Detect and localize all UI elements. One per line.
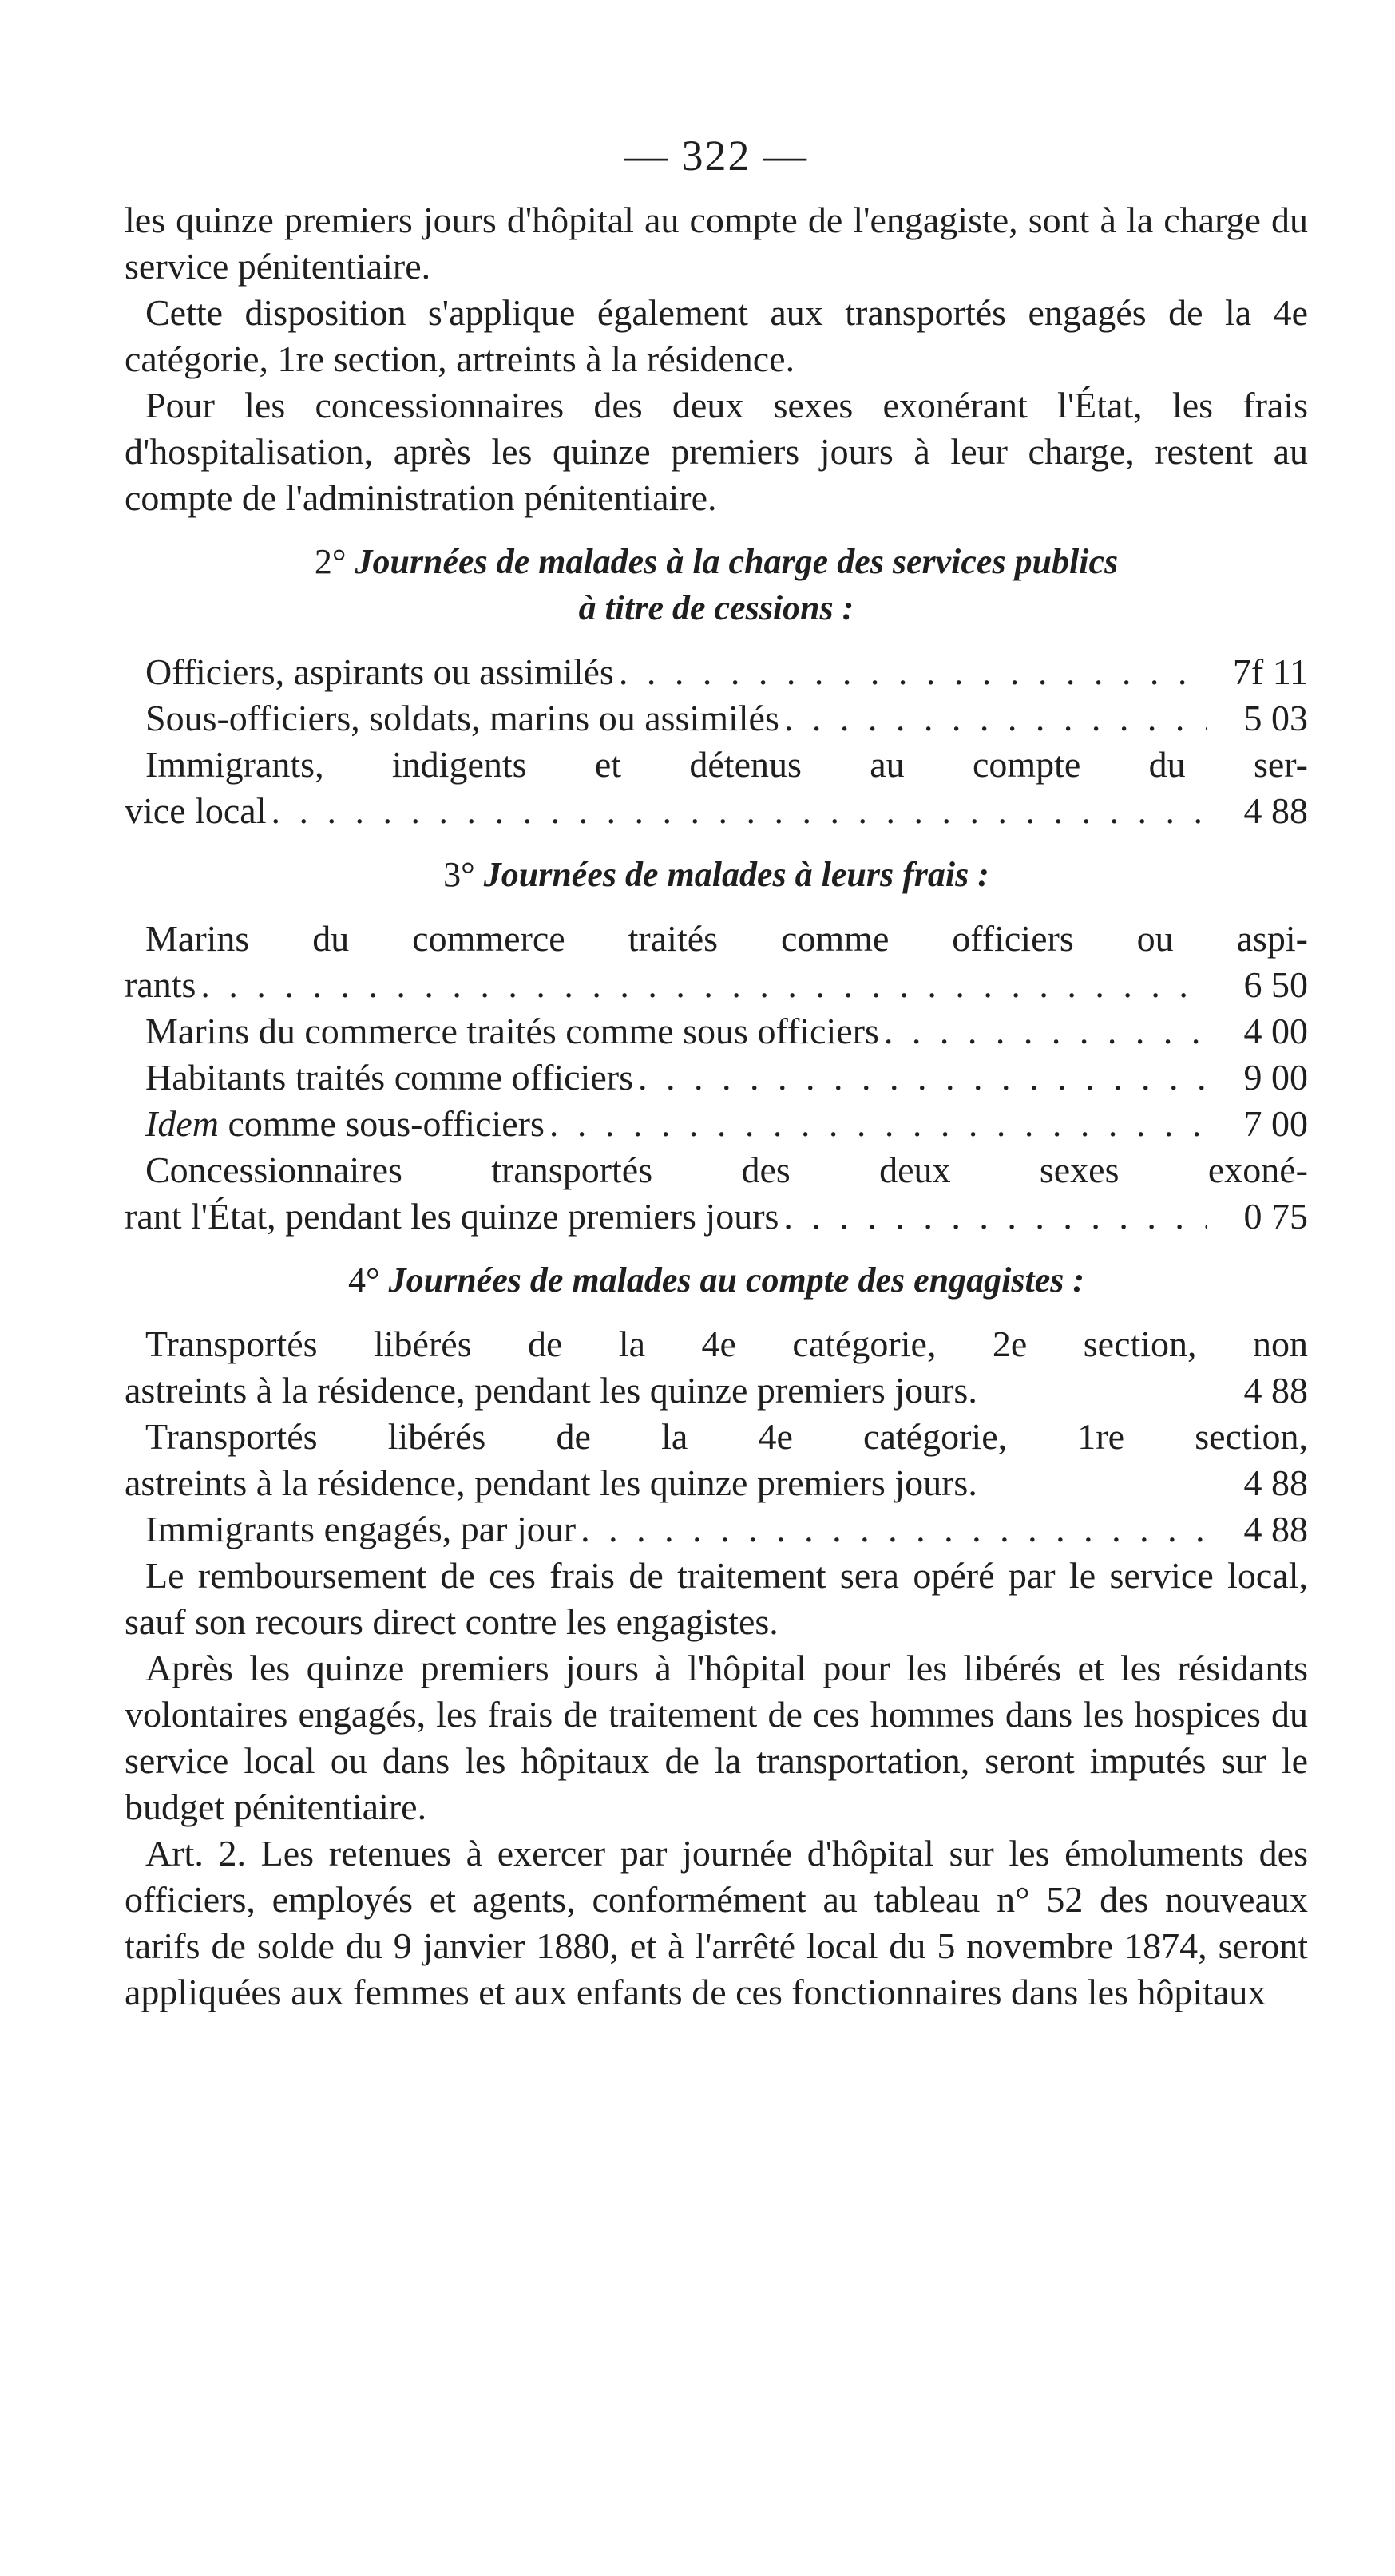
- section-2-entry-1: [125, 649, 1308, 695]
- intro-paragraph-3: Pour les concessionnaires des deux sexes exonérant l'État, les frais d'hospitalisation, après les quinze premiers jours à leur charge, restent au compte de l'administration pénitentiaire.: [125, 385, 1308, 518]
- entry-label-line1: Concessionnaires transportés des deux sexes exoné-: [145, 1150, 1308, 1190]
- section-2-entry-2: [125, 695, 1308, 742]
- section-3-heading: [125, 852, 1308, 898]
- entry-value: 5 03: [1243, 698, 1308, 738]
- entry-label-line2: rant l'État, pendant les quinze premiers jours: [125, 1196, 779, 1237]
- entry-label-line2: vice local: [125, 790, 267, 831]
- entry-label-line1: Immigrants, indigents et détenus au compte du ser-: [145, 744, 1308, 785]
- section-3-entry-1: [125, 916, 1308, 1008]
- closing-paragraph-3: Art. 2. Les retenues à exercer par journée d'hôpital sur les émoluments des officiers, employés et agents, conformément au tableau n° 52 des nouveaux tarifs de solde du 9 janvier 1880, et à l'arrêté local du 5 novembre 1874, seront appliquées aux femmes et aux enfants de ces fonctionnaires dans les hôpitaux: [125, 1833, 1308, 2012]
- section-2-heading: [125, 539, 1308, 631]
- entry-value: 4 00: [1243, 1011, 1308, 1051]
- entry-label-line2: rants: [125, 964, 196, 1005]
- intro-paragraph-1: les quinze premiers jours d'hôpital au compte de l'engagiste, sont à la charge du service pénitentiaire.: [125, 200, 1308, 287]
- entry-label: Habitants traités comme officiers: [145, 1057, 634, 1098]
- entry-label-line1: Transportés libérés de la 4e catégorie, 2e section, non: [145, 1324, 1308, 1364]
- entry-value: 6 50: [1243, 964, 1308, 1005]
- entry-value: 7 00: [1243, 1103, 1308, 1144]
- section-2-number: 2°: [314, 542, 347, 581]
- entry-value: 0 75: [1243, 1196, 1308, 1237]
- section-3-entry-5: [125, 1147, 1308, 1240]
- section-4-heading: [125, 1257, 1308, 1304]
- entry-value: 9 00: [1243, 1057, 1308, 1098]
- leader-dots: [619, 649, 1207, 695]
- section-3-entry-2: [125, 1008, 1308, 1055]
- entry-label: Marins du commerce traités comme sous officiers: [145, 1011, 879, 1051]
- entry-label-line2: astreints à la résidence, pendant les quinze premiers jours.: [125, 1370, 977, 1411]
- section-4-entry-3: [125, 1506, 1308, 1553]
- entry-value: 4 88: [1243, 1509, 1308, 1549]
- entry-value: 4 88: [1243, 1462, 1308, 1503]
- entry-label-italic: Idem: [145, 1103, 219, 1144]
- entry-label-rest: comme sous-officiers: [218, 1103, 545, 1144]
- leader-dots: [783, 1193, 1207, 1240]
- leader-dots: [784, 695, 1207, 742]
- entry-label: [145, 1101, 545, 1147]
- leader-dots: [638, 1055, 1207, 1101]
- leader-dots: [549, 1101, 1207, 1147]
- section-3-entry-3: [125, 1055, 1308, 1101]
- entry-value: 4 88: [1243, 1370, 1308, 1411]
- entry-label: Immigrants engagés, par jour: [145, 1509, 577, 1549]
- section-4-title: Journées de malades au compte des engagistes :: [388, 1260, 1084, 1300]
- entry-label-line1: Transportés libérés de la 4e catégorie, 1re section,: [145, 1416, 1308, 1457]
- page-number: — 322 —: [624, 132, 808, 180]
- entry-label-line1: Marins du commerce traités comme officiers ou aspi-: [145, 918, 1308, 959]
- entry-value: 4 88: [1243, 790, 1308, 831]
- intro-paragraph-2: Cette disposition s'applique également aux transportés engagés de la 4e catégorie, 1re section, artreints à la résidence.: [125, 292, 1308, 379]
- entry-label-line2: astreints à la résidence, pendant les quinze premiers jours.: [125, 1462, 977, 1503]
- section-2-entry-3: [125, 742, 1308, 834]
- section-2-title-line1: Journées de malades à la charge des services publics: [355, 542, 1119, 581]
- entry-label: Sous-officiers, soldats, marins ou assimilés: [145, 698, 779, 738]
- closing-paragraph-1: Le remboursement de ces frais de traitement sera opéré par le service local, sauf son recours direct contre les engagistes.: [125, 1555, 1308, 1642]
- section-3-entry-4: [125, 1101, 1308, 1147]
- leader-dots: [271, 788, 1207, 834]
- section-3-number: 3°: [443, 855, 475, 894]
- leader-dots: [581, 1506, 1207, 1553]
- leader-dots: [200, 962, 1207, 1008]
- section-2-title-line2: à titre de cessions :: [578, 588, 854, 627]
- section-4-entry-2: [125, 1414, 1308, 1506]
- section-4-number: 4°: [348, 1260, 380, 1300]
- closing-paragraph-2: Après les quinze premiers jours à l'hôpital pour les libérés et les résidants volontaires engagés, les frais de traitement de ces hommes dans les hospices du service local ou dans les hôpitaux de la transportation, seront imputés sur le budget pénitentiaire.: [125, 1648, 1308, 1827]
- leader-dots: [884, 1008, 1207, 1055]
- section-3-title: Journées de malades à leurs frais :: [483, 855, 989, 894]
- document-page: [125, 132, 1308, 2016]
- entry-label: Officiers, aspirants ou assimilés: [145, 651, 614, 692]
- section-4-entry-1: [125, 1321, 1308, 1414]
- entry-value: 7f 11: [1232, 651, 1308, 692]
